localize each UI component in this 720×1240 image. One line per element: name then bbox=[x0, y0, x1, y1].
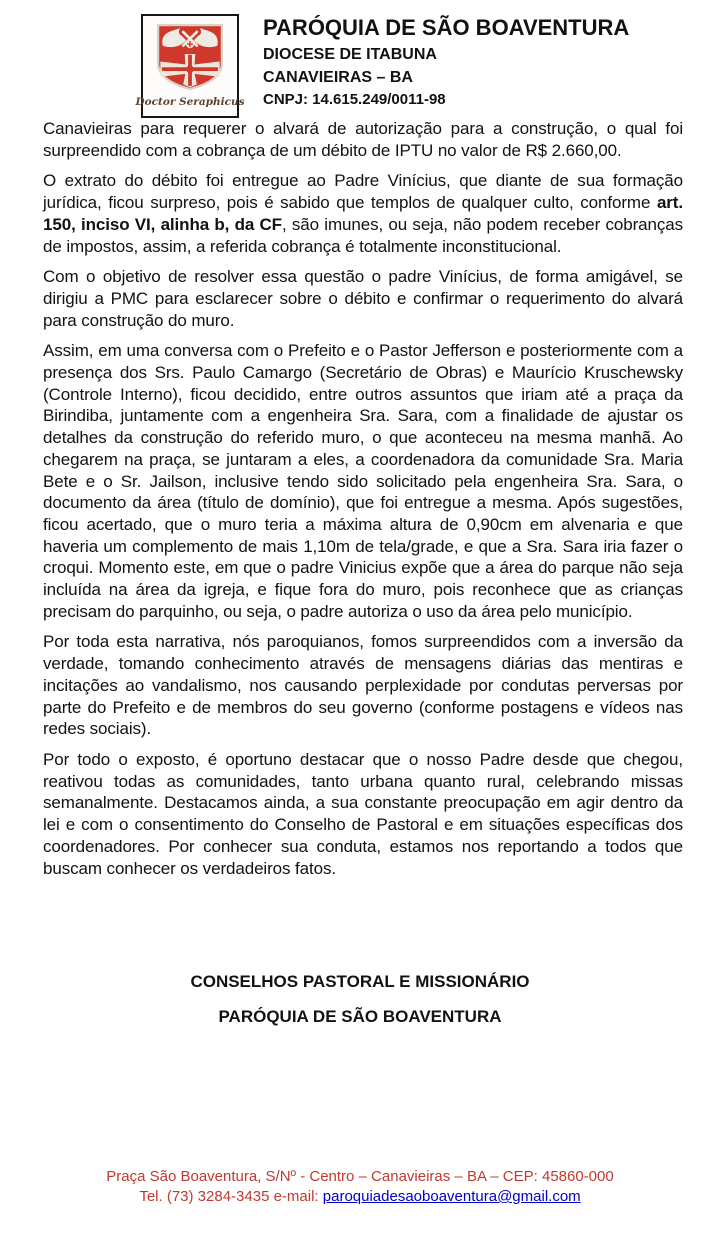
parish-title: PARÓQUIA DE SÃO BOAVENTURA bbox=[263, 15, 630, 40]
letter-body bbox=[43, 118, 683, 888]
paragraph-3: Com o objetivo de resolver essa questão o padre Vinícius, de forma amigável, se dirigiu a PMC para esclarecer sobre o débito e confirmar o requerimento do alvará para construção do muro. bbox=[43, 267, 683, 330]
paragraph-1: Canavieiras para requerer o alvará de autorização para a construção, o qual foi surpreendido com a cobrança de um débito de IPTU no valor de R$ 2.660,00. bbox=[43, 119, 683, 160]
email-link[interactable]: paroquiadesaoboaventura@gmail.com bbox=[322, 1188, 581, 1205]
signature-block bbox=[0, 972, 720, 1042]
footer-phone: Tel. (73) 3284-3435 e-mail: bbox=[139, 1188, 323, 1205]
letterhead-text bbox=[263, 14, 629, 109]
paragraph-2 bbox=[43, 170, 683, 257]
paragraph-6: Por todo o exposto, é oportuno destacar que o nosso Padre desde que chegou, reativou todas as comunidades, tanto urbana quanto rural, celebrando missas semanalmente. Destacamos ainda, a sua constante preocupação em agir dentro da lei e com o consentimento do Conselho de Pastoral e em situações específicas dos coordenadores. Por conhecer sua conduta, estamos nos reportando a todos que buscam conhecer os verdadeiros fatos. bbox=[43, 749, 683, 878]
cnpj-line: CNPJ: 14.615.249/0011-98 bbox=[263, 91, 446, 108]
signature-line-2: PARÓQUIA DE SÃO BOAVENTURA bbox=[218, 1007, 502, 1026]
letterhead bbox=[135, 14, 630, 118]
letter-footer bbox=[0, 1167, 720, 1207]
paragraph-4: Assim, em uma conversa com o Prefeito e o Pastor Jefferson e posteriormente com a presença dos Srs. Paulo Camargo (Secretário de Obras) e Maurício Kruschewsky (Controle Interno), ficou decidido, entre outros assuntos que iriam até a praça da Birindiba, juntamente com a engenheira Sra. Sara, com a finalidade de ajustar os detalhes da construção do referido muro, o que aconteceu na mesma manhã. Ao chegarem na praça, se juntaram a eles, a coordenadora da comunidade Sra. Maria Bete e o Sr. Jailson, inclusive tendo sido solicitado pela engenheira Sra. Sara, o documento da área (título de domínio), que foi entregue a mesma. Após sugestões, ficou acertado, que o muro teria a máxima altura de 0,90cm em alvenaria e que haveria um complemento de mais 1,10m de tela/grade, e que a Sra. Sara iria fazer o croqui. Momento este, em que o padre Vinicius expõe que a área do parque não seja incluída na área da igreja, e fique fora do muro, pois reconhece que as crianças precisam do parquinho, ou seja, o padre autoriza o uso da área pelo município. bbox=[43, 341, 683, 621]
paragraph-2-bold-citation: art. 150, inciso VI, alinha b, da CF bbox=[43, 193, 683, 234]
paragraph-2-text: O extrato do débito foi entregue ao Padre Vinícius, que diante de sua formação jurídica, ficou surpreso, pois é sabido que templos de qualquer culto, conforme bbox=[43, 171, 683, 213]
diocese-line: DIOCESE DE ITABUNA bbox=[263, 46, 437, 63]
city-line: CANAVIEIRAS – BA bbox=[263, 69, 413, 86]
parish-crest-logo bbox=[135, 14, 245, 118]
paragraph-5: Por toda esta narrativa, nós paroquianos, fomos surpreendidos com a inversão da verdade, tomando conhecimento através de mensagens diárias das mentiras e incitações ao vandalismo, nos causando perplexidade por condutas perversas por parte do Prefeito e de membros do seu governo (conforme postagens e vídeos nas redes sociais). bbox=[43, 632, 683, 739]
crest-caption: Doctor Seraphicus bbox=[135, 96, 245, 108]
parish-crest-icon bbox=[152, 20, 228, 94]
footer-contact bbox=[0, 1187, 720, 1207]
paragraph-2-text-end: , são imunes, ou seja, não podem receber cobranças de impostos, assim, a referida cobrança é totalmente inconstitucional. bbox=[43, 214, 684, 256]
signature-line-1: CONSELHOS PASTORAL E MISSIONÁRIO bbox=[190, 972, 530, 991]
footer-address: Praça São Boaventura, S/Nº - Centro – Canavieiras – BA – CEP: 45860-000 bbox=[106, 1168, 614, 1185]
